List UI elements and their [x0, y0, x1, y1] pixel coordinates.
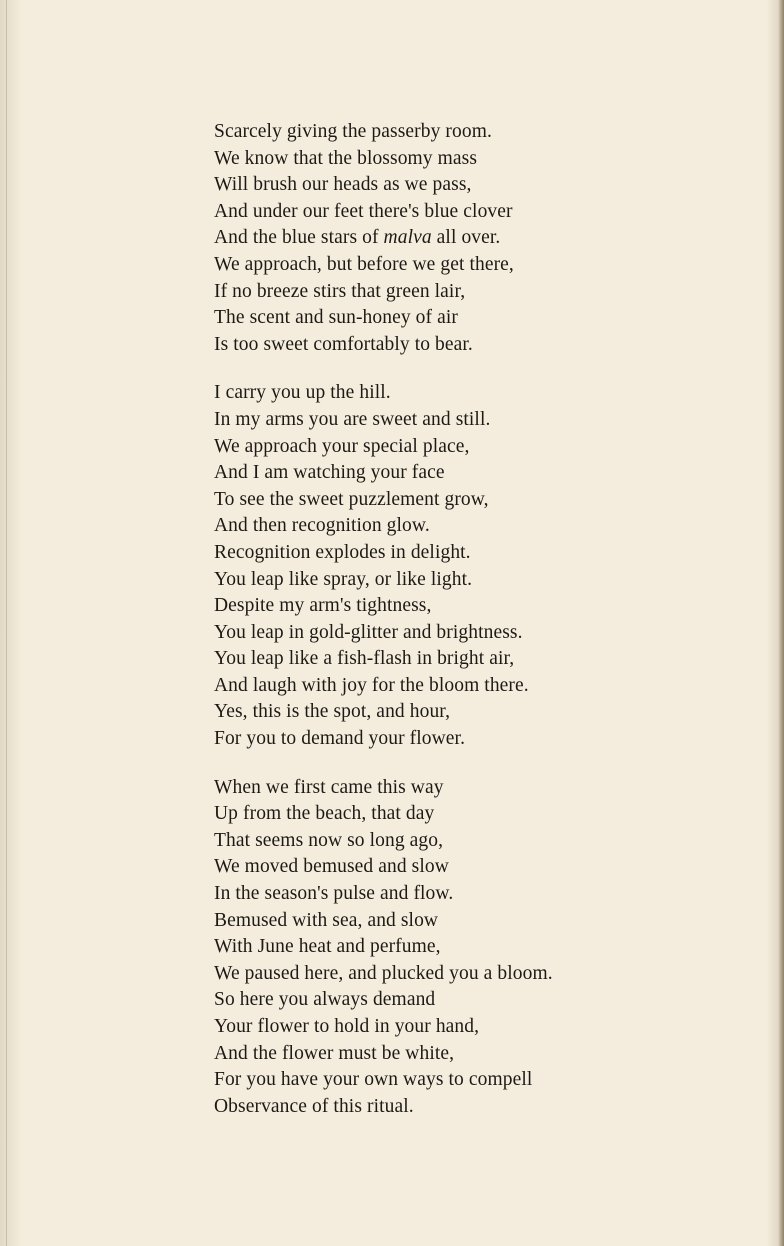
poem-line: You leap like a fish-flash in bright air,: [214, 648, 515, 670]
poem-line: Is too sweet comfortably to bear.: [214, 333, 473, 355]
poem-line: If no breeze stirs that green lair,: [214, 280, 466, 302]
poem-line: For you to demand your flower.: [214, 728, 466, 750]
poem-line: For you have your own ways to compell: [214, 1069, 533, 1091]
poem-line: Yes, this is the spot, and hour,: [214, 701, 451, 723]
stanza-1: [214, 119, 734, 358]
poem-line: Scarcely giving the passerby room.: [214, 121, 492, 142]
poem-line: And the flower must be white,: [214, 1042, 455, 1064]
poem-line: And laugh with joy for the bloom there.: [214, 674, 529, 696]
poem-line: That seems now so long ago,: [214, 829, 444, 851]
poem-line: Up from the beach, that day: [214, 803, 435, 825]
poem-line: And I am watching your face: [214, 462, 445, 484]
poem-line: We paused here, and plucked you a bloom.: [214, 962, 553, 984]
poem-line: Observance of this ritual.: [214, 1095, 414, 1117]
poem-line: You leap in gold-glitter and brightness.: [214, 621, 523, 643]
poem-line: So here you always demand: [214, 989, 436, 1011]
poem-line: And under our feet there's blue clover: [214, 200, 513, 222]
poem-line: We moved bemused and slow: [214, 856, 449, 878]
poem-line: Will brush our heads as we pass,: [214, 174, 472, 196]
poem-line: Recognition explodes in delight.: [214, 541, 471, 563]
italic-word: malva: [383, 227, 432, 249]
poem-line: You leap like spray, or like light.: [214, 568, 473, 590]
poem-line: And then recognition glow.: [214, 515, 430, 537]
poem-line: I carry you up the hill.: [214, 382, 391, 404]
poem-line: We approach, but before we get there,: [214, 253, 514, 275]
stanza-2: [214, 380, 734, 752]
poem-line: We know that the blossomy mass: [214, 147, 478, 169]
poem-line: Despite my arm's tightness,: [214, 595, 432, 617]
page-edge: [778, 0, 784, 1246]
stanza-3: [214, 775, 734, 1121]
poem-line: To see the sweet puzzlement grow,: [214, 488, 489, 510]
poem-line: In my arms you are sweet and still.: [214, 408, 491, 430]
poem-line: The scent and sun-honey of air: [214, 307, 458, 329]
poem-line: In the season's pulse and flow.: [214, 883, 454, 905]
poem-line: Your flower to hold in your hand,: [214, 1016, 480, 1037]
poem-line: With June heat and perfume,: [214, 936, 441, 958]
poem-line: When we first came this way: [214, 776, 444, 798]
poem-body: [214, 119, 734, 1142]
poem-line: We approach your special place,: [214, 435, 470, 457]
poem-line: Bemused with sea, and slow: [214, 909, 439, 931]
poem-line: And the blue stars of malva all over.: [214, 227, 501, 249]
page-gutter: [6, 0, 7, 1246]
